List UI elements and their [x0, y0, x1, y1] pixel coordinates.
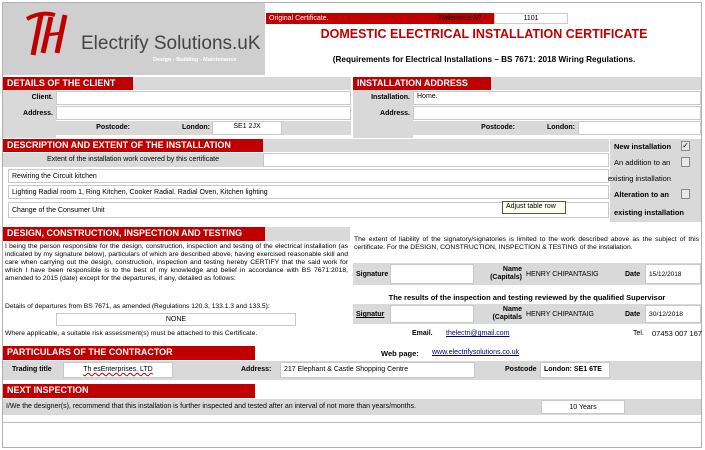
description-heading-bar: [263, 139, 609, 152]
date-field[interactable]: 15/12/2018: [645, 264, 701, 284]
certificate-subtitle: (Requirements for Electrical Installations – BS 7671: 2018 Wiring Regulations.: [332, 55, 636, 64]
design-heading-bar: [265, 227, 350, 241]
date-label: Date: [625, 271, 641, 278]
contractor-postcode-label: Postcode: [505, 366, 537, 373]
description-row-3[interactable]: Change of the Consumer Unit: [8, 202, 609, 218]
signature-field[interactable]: [390, 264, 474, 284]
liability-statement: The extent of liability of the signatory/signatories is limited to the work described above as the subject of this certificate. For the DESIGN, CONSTRUCTION, INSPECTION & TESTING of the installation.: [354, 236, 699, 251]
signature-label: Signature: [356, 271, 389, 278]
installation-postcode-label: Postcode:: [481, 124, 515, 131]
name2-value[interactable]: [526, 311, 594, 318]
extent-field-top[interactable]: [263, 153, 609, 167]
existing-installation-label: existing installation: [608, 174, 671, 183]
certificate-title: DOMESTIC ELECTRICAL INSTALLATION CERTIFICATE: [320, 27, 648, 41]
risk-assessment-note: Where applicable, a suitable risk assessment(s) must be attached to this Certificate.: [5, 330, 258, 337]
contractor-address-label: Address:: [241, 366, 272, 373]
new-installation-checkbox[interactable]: [681, 141, 690, 151]
design-statement: I being the person responsible for the design, construction, inspection and testing of the electrical installation (as indicated by my signature below), particulars of which are described above, having exercised reasonable skill and care when carrying out the design, construction, inspection and testing hereby CERTIFY that the said work for which I have been responsible is to the best of my knowledge and belief in accordance with BS 7671:2018, amended to 2015 (date) except for the departures, if any, detailed as follows:: [5, 243, 348, 282]
client-address-field[interactable]: [56, 106, 351, 120]
addition-checkbox[interactable]: [681, 157, 690, 167]
alteration-checkbox[interactable]: [681, 189, 690, 199]
bottom-divider: [3, 422, 701, 423]
installation-heading-bar: [491, 77, 701, 90]
contractor-heading: PARTICULARS OF THE CONTRACTOR: [3, 346, 255, 360]
next-inspection-text: I/We the designer(s), recommend that this installation is further inspected and tested after an interval of not more than years/months.: [6, 403, 416, 410]
logo-mark: [21, 7, 71, 59]
contractor-postcode-field[interactable]: London: SE1 6TE: [540, 362, 610, 378]
check-icon: ✓: [682, 141, 689, 150]
contractor-address-field[interactable]: 217 Elephant & Castle Shopping Centre: [280, 362, 475, 378]
reviewed-note: The results of the inspection and testing reviewed by the qualified Supervisor: [388, 293, 666, 302]
signature2-label: Signatur: [356, 311, 385, 318]
company-tagline: Design - Building - Maintenance: [153, 57, 237, 63]
client-postcode-label: Postcode:: [96, 124, 130, 131]
name2-text: HENRY CHIPANTAIG: [526, 311, 594, 318]
existing-installation-label-2: existing installation: [614, 208, 685, 217]
client-label: Client.: [31, 94, 53, 101]
tel-value[interactable]: 07453 007 167: [652, 329, 703, 338]
description-row-2[interactable]: Lighting Radial room 1, Ring Kitchen, Cooker Radial. Radial Oven, Kitchen lighting: [8, 185, 609, 199]
design-heading: DESIGN, CONSTRUCTION, INSPECTION AND TESTING: [3, 227, 265, 241]
original-label: Original Certificate.: [266, 13, 426, 24]
name-value[interactable]: HENRY CHIPANTASIG: [526, 271, 599, 278]
extent-label: Extent of the installation work covered by this certificate: [47, 156, 219, 163]
email-label: Email.: [412, 330, 433, 337]
client-postcode-field[interactable]: SE1 2JX: [212, 121, 282, 135]
description-heading: DESCRIPTION AND EXTENT OF THE INSTALLATION: [3, 139, 263, 152]
client-field[interactable]: [56, 91, 351, 105]
installation-address-field[interactable]: [413, 106, 701, 120]
name2-label: Name (Capitals: [492, 306, 522, 321]
webpage-label: Web page:: [381, 349, 419, 358]
trading-field[interactable]: [63, 362, 173, 378]
addition-label: An addition to an: [614, 158, 671, 167]
client-city: London:: [182, 124, 210, 131]
signature2-field[interactable]: [390, 305, 474, 323]
reference-label: Reference Nº: [426, 13, 494, 24]
installation-postcode-field[interactable]: [578, 121, 701, 135]
name-label: Name (Capitals): [490, 266, 522, 281]
reference-number[interactable]: 1101: [494, 13, 568, 24]
installation-heading: INSTALLATION ADDRESS: [353, 77, 491, 90]
installation-city: London:: [547, 124, 575, 131]
installation-field[interactable]: Home.: [413, 91, 701, 105]
next-inspection-heading: NEXT INSPECTION: [3, 384, 255, 398]
logo-panel: [3, 3, 265, 75]
new-installation-label: New installation: [614, 142, 672, 151]
company-name: Electrify Solutions.uK: [81, 33, 261, 54]
inspection-interval-field[interactable]: 10 Years: [541, 400, 625, 414]
tel-label: Tel.: [633, 330, 644, 337]
trading-value: Th esEnterprises. LTD: [83, 366, 153, 373]
client-heading-bar: [133, 77, 351, 90]
description-row-1[interactable]: Rewiring the Circuit kitchen: [8, 169, 609, 183]
client-heading: DETAILS OF THE CLIENT: [3, 77, 133, 90]
email-link[interactable]: thelectri@gmail.com: [446, 330, 510, 337]
webpage-link[interactable]: www.electrifysolutions.co.uk: [432, 349, 520, 356]
alteration-label: Alteration to an: [614, 190, 670, 199]
trading-label: Trading title: [12, 366, 52, 373]
date2-label: Date: [625, 311, 641, 318]
client-address-label: Address.: [23, 110, 53, 117]
departures-label: Details of departures from BS 7671, as amended (Regulations 120.3, 133.1.3 and 133.5):: [5, 303, 270, 310]
logo-th-icon: [21, 7, 71, 59]
adjust-table-row-tooltip: Adjust table row: [502, 201, 566, 214]
departures-field[interactable]: NONE: [56, 313, 296, 326]
installation-address-label: Address.: [380, 110, 410, 117]
date2-field[interactable]: 30/12/2018: [645, 305, 701, 323]
installation-label: Installation.: [371, 94, 410, 101]
